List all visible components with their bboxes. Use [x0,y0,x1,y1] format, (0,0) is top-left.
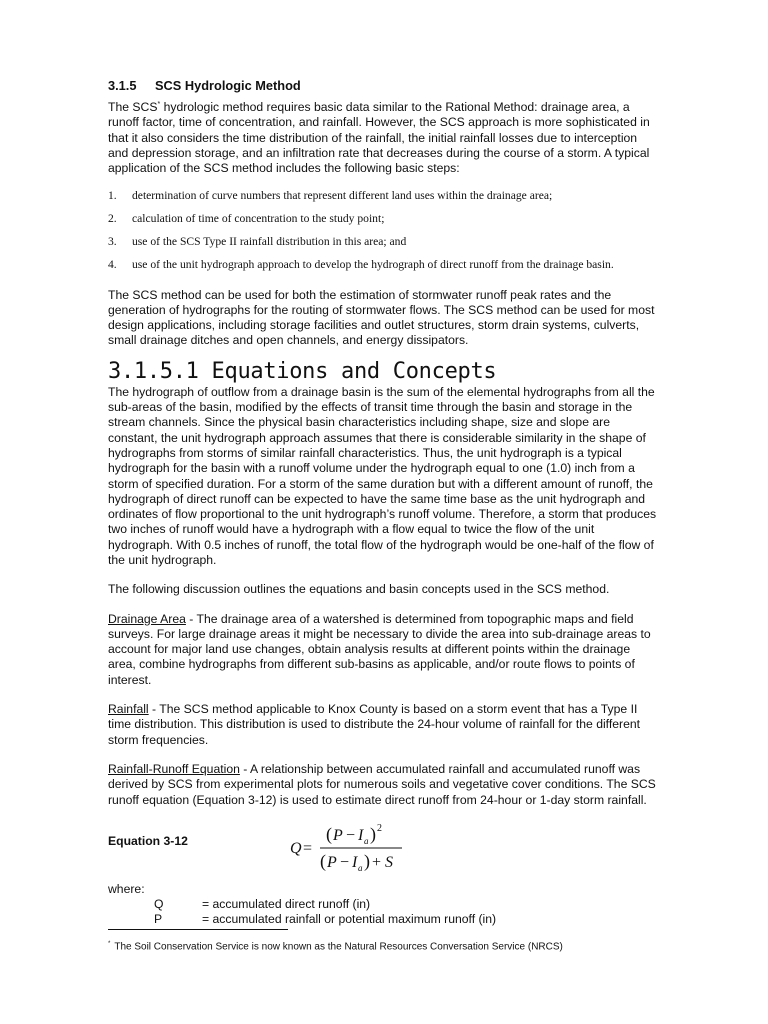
list-item-number: 4. [108,257,117,271]
footnote-divider [108,929,288,930]
subsection-heading: 3.1.5.1 Equations and Concepts [108,358,497,384]
eq-den-s: S [385,853,393,871]
eq-num-sub: a [364,835,369,846]
footnote-marker[interactable]: * [157,101,161,108]
rainfall-label: Rainfall [108,702,149,717]
eq-num-i: I [358,826,364,844]
rainfall-text: - The SCS method applicable to Knox County is based on a storm event that has a Type II time distribution. This distribution is used to distribute the 24-hour volume of rainfall for the different storm frequencies. [108,702,641,747]
eq-den-open: ( [320,850,326,871]
rainfall-runoff-paragraph [108,762,660,808]
list-item-number: 1. [108,188,117,202]
eq-num-open: ( [326,823,332,844]
list-item [108,258,660,272]
steps-list [108,189,660,272]
drainage-area-label: Drainage Area [108,611,186,626]
list-item [108,235,660,249]
footnote [108,938,563,953]
drainage-area-text: - The drainage area of a watershed is determined from topographic maps and field surveys. For large drainage areas it might be necessary to divide the area into sub-drainage areas to account for major land use changes, obtain analysis results at different points within the drainage area, combine hydrographs from different sub-basins as applicable, and/or route flows to points of interest. [108,611,651,687]
list-item-text: determination of curve numbers that represent different land uses within the drainage area; [132,188,553,202]
intro-text-rest: hydrologic method requires basic data similar to the Rational Method: drainage area, a runoff factor, time of concentration, and rainfall. However, the SCS approach is more sophisticated in that it also considers the time distribution of the rainfall, the initial rainfall losses due to interception and depression storage, and an infiltration rate that decreases during the course of a storm. A typical application of the SCS method includes the following basic steps: [108,100,650,176]
variable-symbol: P [154,912,163,927]
eq-den-minus: − [340,853,350,871]
eq-num-p: P [333,826,343,844]
eq-num-minus: − [346,826,356,844]
discussion-paragraph: The following discussion outlines the equations and basin concepts used in the SCS method. [108,582,610,597]
section-heading [108,78,660,94]
variable-description: = accumulated rainfall or potential maximum runoff (in) [202,912,497,927]
equation-row [108,820,660,876]
intro-text-start: The SCS [108,100,158,115]
footnote-mark: * [108,941,111,947]
section-title: SCS Hydrologic Method [155,78,301,93]
eq-den-plus: + [372,853,382,871]
hydrograph-paragraph: The hydrograph of outflow from a drainage basin is the sum of the elemental hydrographs from all the sub-areas of the basin, modified by the effects of transit time through the basin and storage in the stream channels. Since the physical basin characteristics including shape, size and slope are constant, the unit hydrograph approach assumes that there is considerable similarity in the shape of hydrographs from storms of similar rainfall characteristics. Thus, the unit hydrograph is a typical hydrograph for the basin with a runoff volume under the hydrograph equal to one (1.0) inch from a storm of specified duration. For a storm of the same duration but with a different amount of runoff, the hydrograph of direct runoff can be expected to have the same time base as the unit hydrograph and ordinates of flow proportional to the unit hydrograph’s runoff volume. Therefore, a storm that produces two inches of runoff would have a hydrograph with a flow equal to twice the flow of the unit hydrograph. With 0.5 inches of runoff, the total flow of the hydrograph would be one-half of the flow of the unit hydrograph. [108,384,657,567]
rainfall-runoff-text: - A relationship between accumulated rainfall and accumulated runoff was derived by SCS from experimental plots for numerous soils and vegetative cover conditions. The SCS runoff equation (Equation 3-12) is used to estimate direct runoff from 24-hour or 1-day storm rainfall. [108,761,656,807]
list-item-text: use of the SCS Type II rainfall distribution in this area; and [132,234,407,248]
list-item-text: calculation of time of concentration to the study point; [132,211,385,225]
intro-paragraph [108,97,660,177]
document-body [108,78,660,928]
variable-definition [108,897,660,912]
section-number: 3.1.5 [108,78,137,93]
rainfall-paragraph [108,702,660,748]
rainfall-runoff-label: Rainfall-Runoff Equation [108,761,240,776]
list-item-number: 3. [108,234,117,248]
equation-label: Equation 3-12 [108,833,188,848]
eq-lhs: Q [290,839,302,857]
where-label: where: [108,881,145,896]
runoff-equation [290,820,440,876]
variable-symbol: Q [154,897,164,912]
footnote-text: The Soil Conservation Service is now known as the Natural Resources Conversation Service (NRCS) [114,941,563,953]
eq-num-close: ) [370,823,376,844]
list-item [108,189,660,203]
usage-paragraph: The SCS method can be used for both the estimation of stormwater runoff peak rates and the generation of hydrographs for the routing of stormwater flows. The SCS method can be used for most design applications, including storage facilities and outlet structures, storm drain systems, culverts, small drainage ditches and open channels, and energy dissipators. [108,287,655,348]
eq-exponent: 2 [377,822,382,834]
list-item-number: 2. [108,211,117,225]
variable-description: = accumulated direct runoff (in) [202,897,371,912]
eq-den-p: P [327,853,337,871]
eq-den-close: ) [364,850,370,871]
eq-equals: = [303,839,313,857]
list-item-text: use of the unit hydrograph approach to develop the hydrograph of direct runoff from the drainage basin. [132,257,614,271]
eq-den-i: I [352,853,358,871]
eq-den-sub: a [358,862,363,873]
list-item [108,212,660,226]
variable-definition [108,912,660,927]
drainage-area-paragraph [108,612,660,688]
